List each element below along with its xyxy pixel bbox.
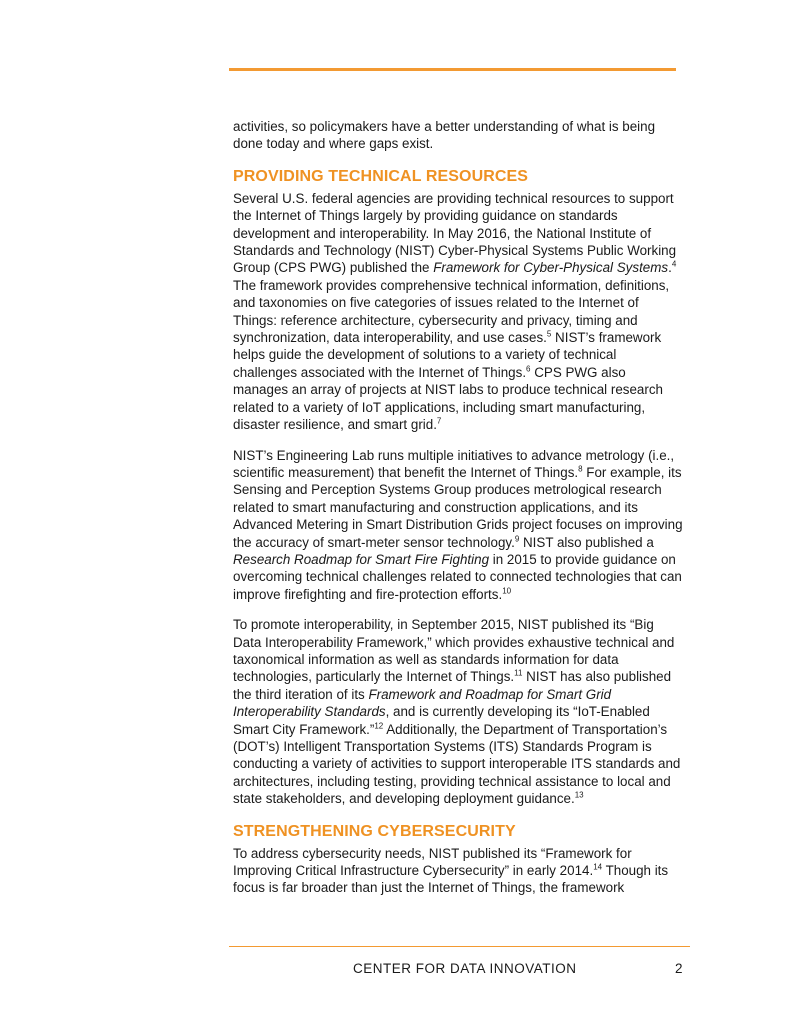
footnote-ref[interactable]: 5 <box>546 329 552 339</box>
section-heading-cybersecurity: STRENGTHENING CYBERSECURITY <box>233 822 516 840</box>
footnote-ref[interactable]: 7 <box>436 416 442 426</box>
paragraph-cybersecurity-1: To address cybersecurity needs, NIST published its “Framework for Improving Critical Infrastructure Cybersecurity” in early 2014.14 Though its focus is far broader than just the Internet of Things, the framework <box>233 845 669 896</box>
footnote-ref[interactable]: 11 <box>514 668 523 678</box>
paragraph-technical-resources-3: To promote interoperability, in September 2015, NIST published its “Big Data Interoperability Framework,” which provides exhaustive technical and taxonomical information as well as standards information for data technologies, particularly the Internet of Things.$^{11}$ NIST has also published the third iteration of its Framework and Roadmap for Smart Grid Interoperability Standards, and is currently developing its “IoT-Enabled Smart City Framework.”$^{12}$ Additionally, the Department of Transportation’s (DOT’s) Intelligent Transportation Systems (ITS) Standards Program is conducting a variety of activities to support interoperable ITS standards and architectures, including testing, providing technical assistance to local and state stakeholders, and developing deployment guidance.$^{13}$ <box>233 617 681 807</box>
footnote-ref[interactable]: 13 <box>574 790 584 800</box>
footnote-ref[interactable]: 6 <box>526 364 531 374</box>
paragraph-technical-resources-2: NIST’s Engineering Lab runs multiple initiatives to advance metrology (i.e., scientific measurement) that benefit the Internet of Things.$^8$ For example, its Sensing and Perception Systems Group produces metrological research related to smart manufacturing and construction applications, and its Advanced Metering in Smart Distribution Grids project focuses on improving the accuracy of smart-meter sensor technology.$^9$ NIST also published a Research Roadmap for Smart Fire Fighting in 2015 to provide guidance on overcoming technical challenges related to connected technologies that can improve firefighting and fire-protection efforts.$^{10}$ <box>233 447 683 602</box>
footnote-ref[interactable]: 8 <box>578 464 583 474</box>
paragraph-continued: activities, so policymakers have a better understanding of what is being done today and where gaps exist. <box>233 119 656 152</box>
footnote-ref[interactable]: 9 <box>514 534 520 544</box>
footnote-ref[interactable]: 10 <box>502 586 512 596</box>
footer-rule <box>229 946 690 947</box>
paragraph-technical-resources-1: Several U.S. federal agencies are providing technical resources to support the Internet of Things largely by providing guidance on standards development and interoperability. In May 2016, the National Institute of Standards and Technology (NIST) Cyber-Physical Systems Public Working Group (CPS PWG) published the Framework for Cyber-Physical Systems.$^4$ The framework provides comprehensive technical information, definitions, and taxonomies on five categories of issues related to the Internet of Things: reference architecture, cybersecurity and privacy, timing and synchronization, data interoperability, and use cases.$^5$ NIST’s framework helps guide the development of solutions to a variety of technical challenges associated with the Internet of Things.$^6$ CPS PWG also manages an array of projects at NIST labs to produce technical research related to a variety of IoT applications, including smart manufacturing, disaster resilience, and smart grid.$^7$ <box>233 190 677 433</box>
section-heading-technical-resources: PROVIDING TECHNICAL RESOURCES <box>233 167 529 185</box>
footnote-ref[interactable]: 14 <box>593 862 603 872</box>
page-number: 2 <box>675 961 683 976</box>
footer-organization: CENTER FOR DATA INNOVATION <box>353 961 577 976</box>
footnote-ref[interactable]: 4 <box>671 259 677 269</box>
header-rule <box>229 68 676 71</box>
footnote-ref[interactable]: 12 <box>374 721 384 731</box>
page-body <box>233 118 683 910</box>
